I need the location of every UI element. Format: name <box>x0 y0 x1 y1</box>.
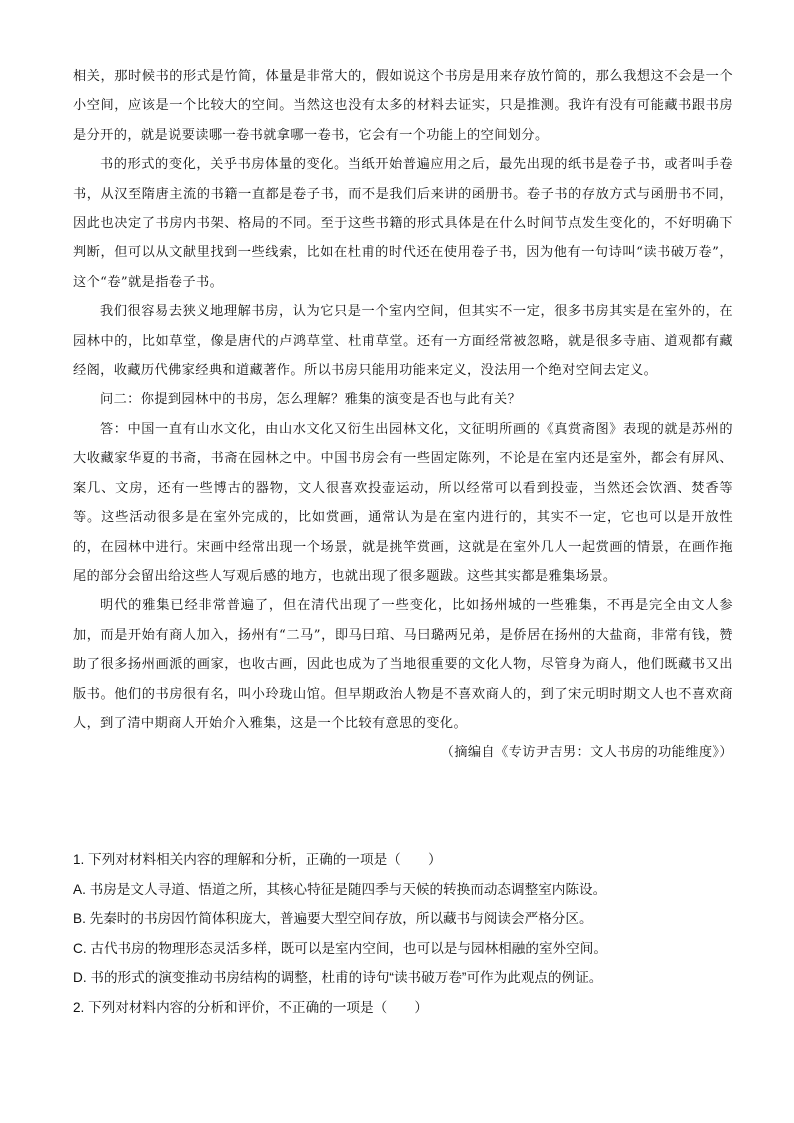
question-1-option-b: B. 先秦时的书房因竹简体积庞大，普遍要大型空间存放，所以藏书与阅读会严格分区。 <box>73 911 593 927</box>
interview-answer: 答：中国一直有山水文化，由山水文化又衍生出园林文化，文征明所画的《真赏斋图》表现的就是苏州的大收藏家华夏的书斋，书斋在园林之中。中国书房会有一些固定陈列，不论是在室内还是室外，都会有屏风、案几、文房，还有一些博古的器物，文人很喜欢投壶运动，所以经常可以看到投壶，当然还会饮酒、焚香等等。这些活动很多是在室外完成的，比如赏画，通常认为是在室内进行的，其实不一定，它也可以是开放性的，在园林中进行。宋画中经常出现一个场景，就是挑竿赏画，这就是在室外几人一起赏画的情景，在画作拖尾的部分会留出给这些人写观后感的地方，也就出现了很多题跋。这些其实都是雅集场景。 <box>73 421 733 584</box>
article-paragraph: 明代的雅集已经非常普遍了，但在清代出现了一些变化，比如扬州城的一些雅集，不再是完全由文人参加，而是开始有商人加入，扬州有“二马”，即马曰琯、马曰璐两兄弟，是侨居在扬州的大盐商，非常有钱，赞助了很多扬州画派的画家，也收古画，因此也成为了当地很重要的文化人物，尽管身为商人，他们既藏书又出版书。他们的书房很有名，叫小玲珑山馆。但早期政治人物是不喜欢商人的，到了宋元明时期文人也不喜欢商人，到了清中期商人开始介入雅集，这是一个比较有意思的变化。 <box>73 598 733 731</box>
article-paragraph: 书的形式的变化，关乎书房体量的变化。当纸开始普遍应用之后，最先出现的纸书是卷子书，或者叫手卷书，从汉至隋唐主流的书籍一直都是卷子书，而不是我们后来讲的函册书。卷子书的存放方式与函册书不同，因此也决定了书房内书架、格局的不同。至于这些书籍的形式具体是在什么时间节点发生变化的，不好明确下判断，但可以从文献里找到一些线索，比如在杜甫的时代还在使用卷子书，因为他有一句诗叫“读书破万卷”，这个“卷”就是指卷子书。 <box>73 157 733 290</box>
question-1-option-c: C. 古代书房的物理形态灵活多样，既可以是室内空间，也可以是与园林相融的室外空间。 <box>73 940 607 956</box>
article-body <box>73 62 733 768</box>
article-paragraph: 相关，那时候书的形式是竹简，体量是非常大的，假如说这个书房是用来存放竹简的，那么我想这不会是一个小空间，应该是一个比较大的空间。当然这也没有太多的材料去证实，只是推测。我许有没有可能藏书跟书房是分开的，就是说要读哪一卷书就拿哪一卷书，它会有一个功能上的空间划分。 <box>73 69 733 143</box>
question-1-option-d: D. 书的形式的演变推动书房结构的调整，杜甫的诗句“读书破万卷”可作为此观点的例证。 <box>73 970 603 986</box>
question-1-stem: 1. 下列对材料相关内容的理解和分析，正确的一项是（ ） <box>73 852 442 867</box>
question-1-option-a: A. 书房是文人寻道、悟道之所，其核心特征是随四季与天候的转换而动态调整室内陈设。 <box>73 881 607 897</box>
article-source: （摘编自《专访尹吉男：文人书房的功能维度》） <box>440 745 733 761</box>
question-2-stem: 2. 下列对材料内容的分析和评价，不正确的一项是（ ） <box>73 999 428 1015</box>
article-paragraph: 我们很容易去狭义地理解书房，认为它只是一个室内空间，但其实不一定，很多书房其实是在室外的，在园林中的，比如草堂，像是唐代的卢鸿草堂、杜甫草堂。还有一方面经常被忽略，就是很多寺庙、道观都有藏经阁，收藏历代佛家经典和道藏著作。所以书房只能用功能来定义，没法用一个绝对空间去定义。 <box>73 304 733 379</box>
question-section <box>73 845 733 1023</box>
interview-question-2: 问二：你提到园林中的书房，怎么理解？雅集的演变是否也与此有关？ <box>100 392 522 408</box>
